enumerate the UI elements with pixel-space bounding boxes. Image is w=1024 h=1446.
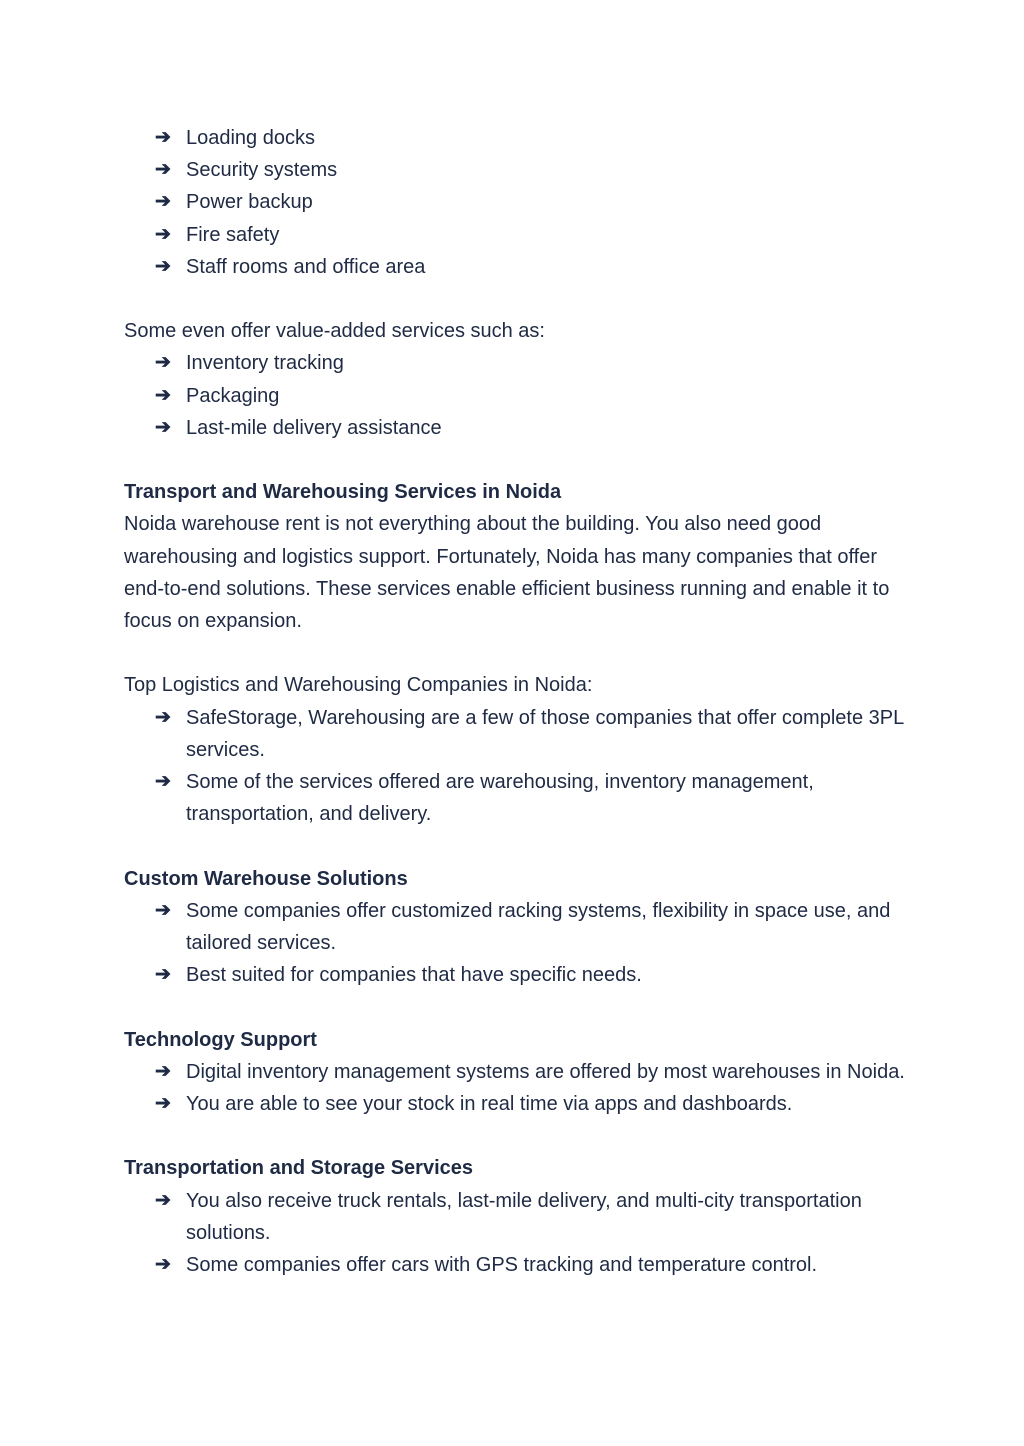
list-item: ➔ Staff rooms and office area: [124, 251, 914, 283]
transportation-list: [124, 1185, 914, 1282]
spacer: [124, 637, 914, 669]
arrow-right-icon: ➔: [155, 964, 171, 986]
spacer: [124, 991, 914, 1023]
list-item: ➔ Some companies offer cars with GPS tracking and temperature control.: [124, 1249, 914, 1281]
arrow-right-icon: ➔: [155, 1189, 171, 1211]
transport-paragraph: Noida warehouse rent is not everything about the building. You also need good warehousing and logistics support. Fortunately, Noida has many companies that offer end-to-end solutions. These services enable efficient business running and enable it to focus on expansion.: [124, 513, 890, 633]
arrow-right-icon: ➔: [155, 127, 171, 148]
arrow-right-icon: ➔: [155, 416, 171, 438]
arrow-right-icon: ➔: [155, 352, 171, 374]
arrow-right-icon: ➔: [155, 1093, 171, 1115]
list-item: ➔ SafeStorage, Warehousing are a few of those companies that offer complete 3PL services.: [124, 702, 914, 766]
spacer: [124, 283, 914, 315]
list-item: ➔ Power backup: [124, 186, 914, 218]
document-page: [124, 122, 914, 1281]
top-companies-intro: Top Logistics and Warehousing Companies in Noida:: [124, 674, 593, 697]
arrow-right-icon: ➔: [155, 1060, 171, 1082]
section-heading-transport: Transport and Warehousing Services in Noida: [124, 481, 562, 504]
list-item: ➔ Digital inventory management systems are offered by most warehouses in Noida.: [124, 1056, 914, 1088]
list-item: ➔ You also receive truck rentals, last-mile delivery, and multi-city transportation solutions.: [124, 1185, 914, 1249]
section-heading-technology: Technology Support: [124, 1028, 317, 1051]
technology-list: [124, 1056, 914, 1120]
arrow-right-icon: ➔: [155, 255, 171, 277]
custom-solutions-list: [124, 895, 914, 992]
list-item: ➔ Fire safety: [124, 219, 914, 251]
section-heading-custom: Custom Warehouse Solutions: [124, 867, 408, 890]
spacer: [124, 830, 914, 862]
section-heading-transportation: Transportation and Storage Services: [124, 1157, 473, 1180]
value-added-intro: Some even offer value-added services such as:: [124, 320, 545, 343]
arrow-right-icon: ➔: [155, 384, 171, 406]
list-item: ➔ You are able to see your stock in real time via apps and dashboards.: [124, 1088, 914, 1120]
arrow-right-icon: ➔: [155, 223, 171, 245]
list-item: ➔ Some of the services offered are warehousing, inventory management, transportation, and delivery.: [124, 766, 914, 830]
list-item: ➔ Security systems: [124, 154, 914, 186]
list-item: ➔ Inventory tracking: [124, 347, 914, 379]
list-item: ➔ Best suited for companies that have specific needs.: [124, 959, 914, 991]
list-item: ➔ Loading docks: [124, 122, 914, 154]
arrow-right-icon: ➔: [155, 706, 171, 728]
list-item: ➔ Packaging: [124, 380, 914, 412]
arrow-right-icon: ➔: [155, 1254, 171, 1276]
arrow-right-icon: ➔: [155, 159, 171, 181]
arrow-right-icon: ➔: [155, 771, 171, 793]
spacer: [124, 1120, 914, 1152]
value-added-list: [124, 347, 914, 444]
spacer: [124, 444, 914, 476]
arrow-right-icon: ➔: [155, 191, 171, 213]
list-item: ➔ Some companies offer customized racking systems, flexibility in space use, and tailored services.: [124, 895, 914, 959]
facilities-list: [124, 122, 914, 283]
list-item: ➔ Last-mile delivery assistance: [124, 412, 914, 444]
top-companies-list: [124, 702, 914, 831]
arrow-right-icon: ➔: [155, 899, 171, 921]
